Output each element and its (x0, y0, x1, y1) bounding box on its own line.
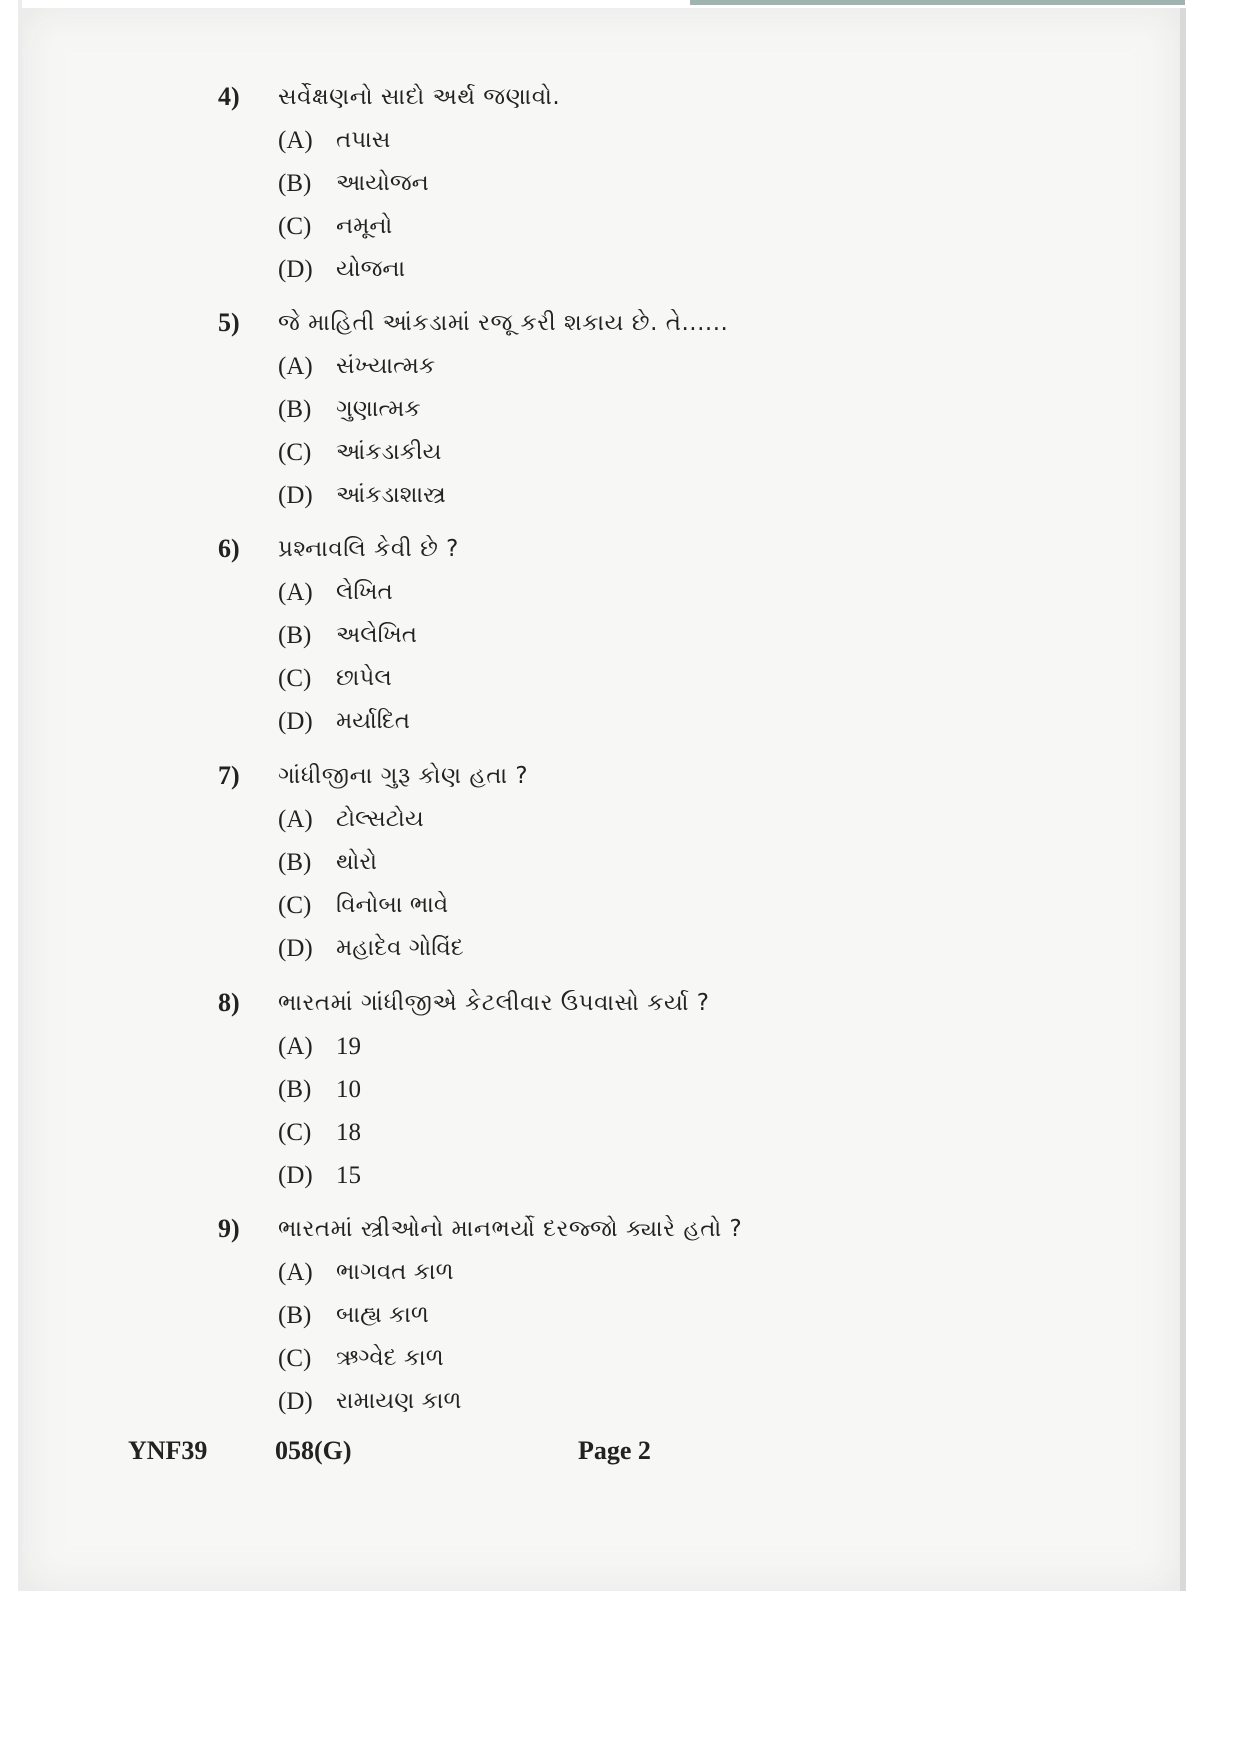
option-b (218, 388, 938, 431)
option-letter: (D) (278, 935, 313, 962)
option-text: નમૂનો (336, 213, 393, 239)
question-8 (218, 981, 938, 1197)
question-number: 8) (218, 988, 240, 1017)
option-c (218, 1337, 938, 1380)
option-text: રામાયણ કાળ (336, 1388, 462, 1414)
option-text: ટોલ્સટોય (336, 806, 424, 832)
option-b (218, 1068, 938, 1111)
question-text: ભારતમાં ગાંધીજીએ કેટલીવાર ઉપવાસો કર્યા ? (278, 990, 710, 1016)
question-7 (218, 754, 938, 970)
option-text: અલેખિત (336, 622, 418, 648)
question-5 (218, 301, 938, 517)
option-text: ગુણાત્મક (336, 396, 421, 422)
question-number: 9) (218, 1214, 240, 1243)
option-letter: (D) (278, 256, 313, 283)
option-text: બાહ્ય કાળ (336, 1302, 429, 1328)
question-number: 6) (218, 534, 240, 563)
option-letter: (A) (278, 1033, 313, 1060)
option-d (218, 474, 938, 517)
option-text: વિનોબા ભાવે (336, 892, 449, 918)
option-c (218, 1111, 938, 1154)
footer-code: YNF39 (128, 1436, 208, 1465)
option-b (218, 162, 938, 205)
footer-page-number: Page 2 (578, 1436, 651, 1465)
option-letter: (C) (278, 1345, 312, 1372)
option-text: આંકડાશાસ્ત્ર (336, 482, 446, 508)
option-letter: (B) (278, 170, 312, 197)
option-text: યોજના (336, 256, 406, 282)
option-d (218, 1380, 938, 1423)
option-text: 15 (336, 1162, 361, 1189)
option-d (218, 700, 938, 743)
option-letter: (B) (278, 622, 312, 649)
option-text: આંકડાકીય (336, 439, 442, 465)
option-letter: (D) (278, 1388, 313, 1415)
option-text: 19 (336, 1033, 361, 1060)
option-letter: (B) (278, 849, 312, 876)
question-stem (218, 754, 938, 798)
option-d (218, 248, 938, 291)
question-text: સર્વેક્ષણનો સાદો અર્થ જણાવો. (278, 84, 561, 110)
option-a (218, 1025, 938, 1068)
option-text: સંખ્યાત્મક (336, 353, 436, 379)
option-text: થોરો (336, 849, 378, 875)
footer-paper-code: 058(G) (275, 1436, 352, 1465)
option-letter: (B) (278, 1302, 312, 1329)
option-b (218, 1294, 938, 1337)
option-a (218, 571, 938, 614)
option-d (218, 927, 938, 970)
option-text: લેખિત (336, 579, 393, 605)
question-text: ગાંધીજીના ગુરૂ કોણ હતા ? (278, 763, 529, 789)
question-text: ભારતમાં સ્ત્રીઓનો માનભર્યો દરજ્જો ક્યારે હતો ? (278, 1216, 743, 1242)
question-number: 4) (218, 82, 240, 111)
option-text: મહાદેવ ગોવિંદ (336, 935, 464, 961)
option-c (218, 205, 938, 248)
question-text: જે માહિતી આંકડામાં રજૂ કરી શકાય છે. તે...... (278, 310, 729, 336)
option-letter: (B) (278, 1076, 312, 1103)
question-4 (218, 75, 938, 291)
option-b (218, 614, 938, 657)
option-letter: (D) (278, 708, 313, 735)
option-a (218, 1251, 938, 1294)
option-text: 18 (336, 1119, 361, 1146)
option-letter: (A) (278, 127, 313, 154)
option-text: આયોજન (336, 170, 429, 196)
question-stem (218, 75, 938, 119)
option-text: છાપેલ (336, 665, 392, 691)
option-text: તપાસ (336, 127, 391, 153)
option-letter: (D) (278, 1162, 313, 1189)
option-letter: (B) (278, 396, 312, 423)
option-a (218, 119, 938, 162)
option-c (218, 884, 938, 927)
option-letter: (C) (278, 439, 312, 466)
option-d (218, 1154, 938, 1197)
option-letter: (C) (278, 892, 312, 919)
question-6 (218, 527, 938, 743)
option-a (218, 798, 938, 841)
option-letter: (D) (278, 482, 313, 509)
option-letter: (A) (278, 579, 313, 606)
option-letter: (C) (278, 213, 312, 240)
question-stem (218, 981, 938, 1025)
option-letter: (A) (278, 353, 313, 380)
option-text: ભાગવત કાળ (336, 1259, 454, 1285)
question-text: પ્રશ્નાવલિ કેવી છે ? (278, 536, 459, 562)
option-a (218, 345, 938, 388)
question-number: 7) (218, 761, 240, 790)
option-text: મર્યાદિત (336, 708, 411, 734)
question-stem (218, 527, 938, 571)
option-b (218, 841, 938, 884)
option-letter: (C) (278, 665, 312, 692)
scan-top-edge (690, 0, 1185, 5)
option-letter: (A) (278, 1259, 313, 1286)
option-text: ઋગ્વેદ કાળ (336, 1345, 444, 1371)
option-c (218, 657, 938, 700)
option-text: 10 (336, 1076, 361, 1103)
question-number: 5) (218, 308, 240, 337)
question-stem (218, 1207, 938, 1251)
option-letter: (C) (278, 1119, 312, 1146)
option-c (218, 431, 938, 474)
question-stem (218, 301, 938, 345)
question-9 (218, 1207, 938, 1423)
option-letter: (A) (278, 806, 313, 833)
